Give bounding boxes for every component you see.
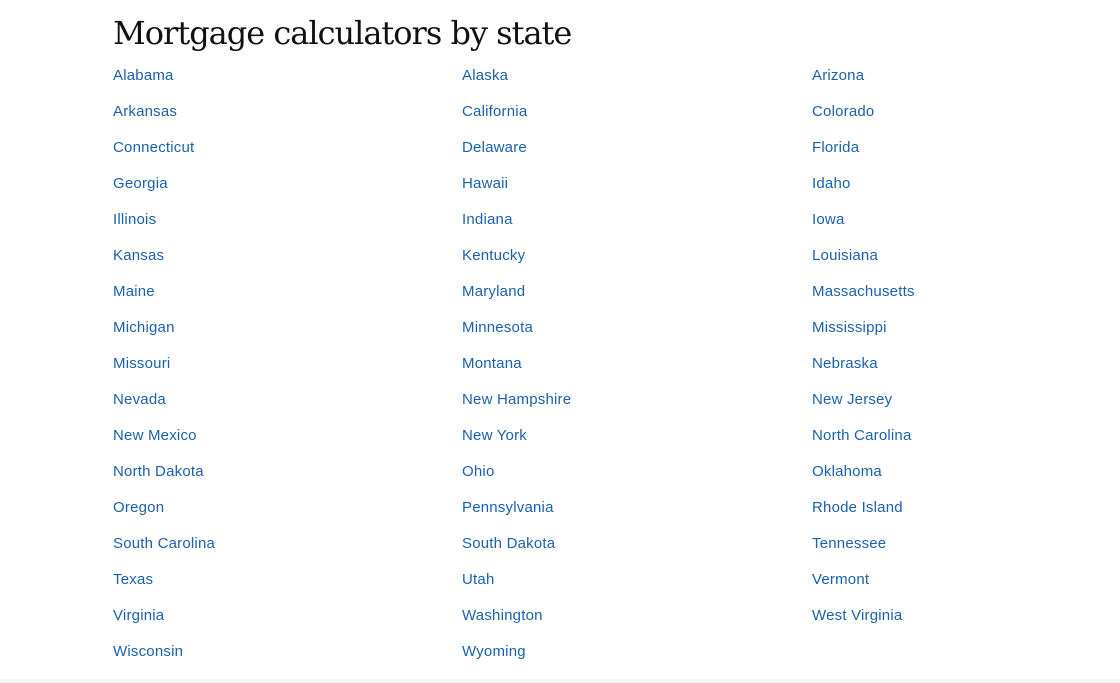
state-calculators-section	[113, 14, 1113, 670]
state-link-arizona[interactable]: Arizona	[812, 67, 865, 84]
state-link-nebraska[interactable]: Nebraska	[812, 355, 878, 372]
state-link-hawaii[interactable]: Hawaii	[462, 175, 509, 192]
state-link-oregon[interactable]: Oregon	[113, 499, 165, 516]
state-link-west-virginia[interactable]: West Virginia	[812, 607, 903, 624]
state-link-alabama[interactable]: Alabama	[113, 67, 174, 84]
state-link-missouri[interactable]: Missouri	[113, 355, 171, 372]
state-link-iowa[interactable]: Iowa	[812, 211, 845, 228]
state-link-mississippi[interactable]: Mississippi	[812, 319, 887, 336]
state-link-nevada[interactable]: Nevada	[113, 391, 166, 408]
state-link-washington[interactable]: Washington	[462, 607, 543, 624]
state-link-pennsylvania[interactable]: Pennsylvania	[462, 499, 554, 516]
state-link-virginia[interactable]: Virginia	[113, 607, 165, 624]
state-link-new-jersey[interactable]: New Jersey	[812, 391, 893, 408]
state-link-south-dakota[interactable]: South Dakota	[462, 535, 556, 552]
state-link-wyoming[interactable]: Wyoming	[462, 643, 526, 660]
state-link-maine[interactable]: Maine	[113, 283, 155, 300]
state-link-minnesota[interactable]: Minnesota	[462, 319, 534, 336]
state-link-delaware[interactable]: Delaware	[462, 139, 527, 156]
states-grid	[113, 58, 1113, 670]
state-link-north-carolina[interactable]: North Carolina	[812, 427, 912, 444]
state-link-colorado[interactable]: Colorado	[812, 103, 875, 120]
state-link-georgia[interactable]: Georgia	[113, 175, 168, 192]
bottom-divider	[0, 679, 1120, 683]
state-link-south-carolina[interactable]: South Carolina	[113, 535, 216, 552]
state-link-oklahoma[interactable]: Oklahoma	[812, 463, 882, 480]
state-link-arkansas[interactable]: Arkansas	[113, 103, 178, 120]
state-link-kansas[interactable]: Kansas	[113, 247, 165, 264]
state-link-michigan[interactable]: Michigan	[113, 319, 175, 336]
state-link-florida[interactable]: Florida	[812, 139, 860, 156]
state-link-illinois[interactable]: Illinois	[113, 211, 157, 228]
state-link-north-dakota[interactable]: North Dakota	[113, 463, 204, 480]
state-link-rhode-island[interactable]: Rhode Island	[812, 499, 903, 516]
state-link-maryland[interactable]: Maryland	[462, 283, 526, 300]
state-link-california[interactable]: California	[462, 103, 528, 120]
state-link-new-mexico[interactable]: New Mexico	[113, 427, 197, 444]
state-link-alaska[interactable]: Alaska	[462, 67, 509, 84]
page-title: Mortgage calculators by state	[113, 14, 572, 52]
state-link-vermont[interactable]: Vermont	[812, 571, 870, 588]
state-link-connecticut[interactable]: Connecticut	[113, 139, 195, 156]
state-link-kentucky[interactable]: Kentucky	[462, 247, 526, 264]
state-link-new-york[interactable]: New York	[462, 427, 527, 444]
state-link-massachusetts[interactable]: Massachusetts	[812, 283, 915, 300]
state-link-tennessee[interactable]: Tennessee	[812, 535, 887, 552]
state-link-utah[interactable]: Utah	[462, 571, 495, 588]
state-link-new-hampshire[interactable]: New Hampshire	[462, 391, 572, 408]
state-link-idaho[interactable]: Idaho	[812, 175, 851, 192]
state-link-louisiana[interactable]: Louisiana	[812, 247, 879, 264]
state-link-wisconsin[interactable]: Wisconsin	[113, 643, 184, 660]
state-link-texas[interactable]: Texas	[113, 571, 154, 588]
state-link-indiana[interactable]: Indiana	[462, 211, 513, 228]
state-link-montana[interactable]: Montana	[462, 355, 522, 372]
state-link-ohio[interactable]: Ohio	[462, 463, 495, 480]
